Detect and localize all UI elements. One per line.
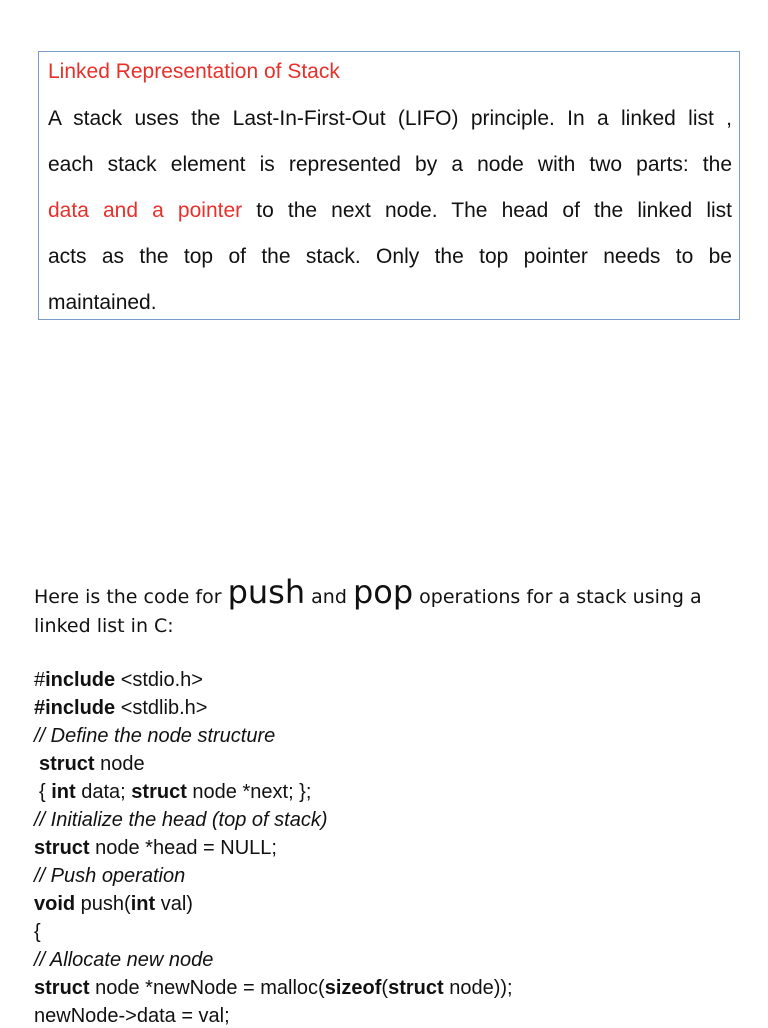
code-line-10: { <box>34 921 41 943</box>
code-keyword: struct <box>131 781 187 803</box>
code-line-4 <box>39 753 145 776</box>
code-keyword: include <box>45 669 116 691</box>
code-line-5 <box>39 781 311 804</box>
code-token: { <box>39 781 52 803</box>
code-keyword: struct <box>34 977 90 999</box>
code-token: node)); <box>443 977 513 999</box>
paragraph-line-5: maintained. <box>48 291 157 314</box>
code-token: <stdio.h> <box>115 669 203 691</box>
code-keyword: struct <box>34 837 90 859</box>
code-token: data; <box>75 781 132 803</box>
paragraph-line-3 <box>48 199 732 223</box>
intro-part-3: operations for a stack using a linked list in C: <box>34 586 702 637</box>
code-line-9 <box>34 893 193 916</box>
code-token: node *next; }; <box>186 781 312 803</box>
push-word: push <box>227 573 306 611</box>
code-token: node *newNode = malloc( <box>89 977 325 999</box>
code-keyword: int <box>51 781 76 803</box>
code-line-1 <box>34 669 203 692</box>
code-comment-2: // Initialize the head (top of stack) <box>34 809 328 831</box>
code-comment-4: // Allocate new node <box>34 949 214 971</box>
code-token: node <box>94 753 145 775</box>
code-keyword: sizeof <box>324 977 382 999</box>
code-keyword: struct <box>39 753 95 775</box>
paragraph-line-2: each stack element is represented by a node with two parts: the <box>48 153 732 176</box>
code-keyword: int <box>130 893 156 915</box>
code-keyword: #include <box>34 697 116 719</box>
code-intro <box>34 573 734 641</box>
code-token: push( <box>75 893 131 915</box>
code-keyword: void <box>34 893 76 915</box>
code-line-2 <box>34 697 207 720</box>
code-line-12 <box>34 977 513 1000</box>
code-comment-1: // Define the node structure <box>34 725 276 747</box>
paragraph-line-4: acts as the top of the stack. Only the top pointer needs to be <box>48 245 732 268</box>
code-token: # <box>34 669 46 691</box>
code-token: ( <box>381 977 389 999</box>
intro-part-2: and <box>305 586 353 608</box>
code-token: <stdlib.h> <box>115 697 208 719</box>
code-token: val) <box>155 893 193 915</box>
code-keyword: struct <box>388 977 444 999</box>
paragraph-line-3-rest: to the next node. The head of the linked list <box>242 199 732 222</box>
paragraph-line-1: A stack uses the Last-In-First-Out (LIFO) principle. In a linked list , <box>48 107 732 130</box>
definition-textbox <box>38 51 740 320</box>
code-token: node *head = NULL; <box>89 837 277 859</box>
pop-word: pop <box>352 573 414 611</box>
code-comment-3: // Push operation <box>34 865 186 887</box>
code-line-13: newNode->data = val; <box>34 1005 230 1027</box>
section-title: Linked Representation of Stack <box>48 60 340 83</box>
code-line-7 <box>34 837 277 860</box>
highlighted-phrase: data and a pointer <box>48 199 243 222</box>
intro-part-1: Here is the code for <box>34 586 228 608</box>
